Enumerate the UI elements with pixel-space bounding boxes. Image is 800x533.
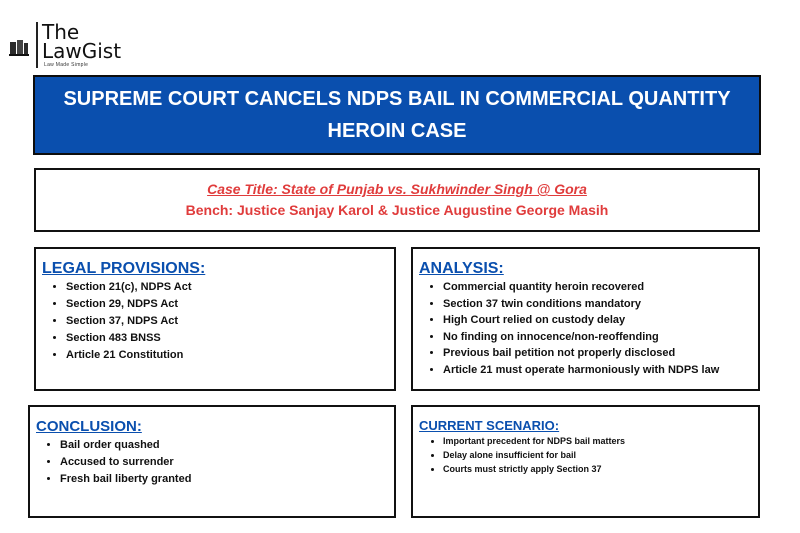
list-item: • No finding on innocence/non-reoffending [443, 329, 758, 346]
list-item: • High Court relied on custody delay [443, 312, 758, 329]
current-scenario-list [419, 434, 758, 476]
list-item: • Delay alone insufficient for bail [443, 448, 758, 462]
list-item: • Commercial quantity heroin recovered [443, 279, 758, 296]
list-item: • Section 37, NDPS Act [66, 313, 394, 330]
list-item: • Previous bail petition not properly disclosed [443, 345, 758, 362]
case-bench: Bench: Justice Sanjay Karol & Justice Augustine George Masih [185, 202, 609, 218]
headline-banner [33, 75, 761, 155]
conclusion-heading: CONCLUSION: [36, 418, 142, 435]
list-item: • Bail order quashed [60, 437, 394, 454]
list-item: • Section 483 BNSS [66, 330, 394, 347]
list-item: • Important precedent for NDPS bail matters [443, 434, 758, 448]
case-details-box [34, 168, 760, 232]
case-title: Case Title: State of Punjab vs. Sukhwinder Singh @ Gora [207, 181, 587, 197]
list-item: • Accused to surrender [60, 454, 394, 471]
logo-the-text: The [42, 20, 80, 44]
current-scenario-heading: CURRENT SCENARIO: [419, 418, 560, 433]
list-item: • Article 21 must operate harmoniously with NDPS law [443, 362, 758, 379]
headline-title: SUPREME COURT CANCELS NDPS BAIL IN COMMERCIAL QUANTITY HEROIN CASE [63, 88, 731, 142]
legal-provisions-heading: LEGAL PROVISIONS: [42, 260, 206, 277]
list-item: • Courts must strictly apply Section 37 [443, 462, 758, 476]
conclusion-panel [28, 405, 396, 518]
logo-tagline: Law Made Simple [44, 62, 89, 68]
list-item: • Section 29, NDPS Act [66, 296, 394, 313]
conclusion-list [36, 437, 394, 488]
law-book-icon [8, 36, 30, 58]
analysis-list [419, 279, 758, 378]
legal-provisions-panel [34, 247, 396, 391]
analysis-heading: ANALYSIS: [419, 260, 504, 277]
list-item: • Fresh bail liberty granted [60, 471, 394, 488]
current-scenario-panel [411, 405, 760, 518]
legal-provisions-list [42, 279, 394, 364]
logo-name-text: LawGist [42, 39, 122, 63]
logo-divider [36, 22, 38, 68]
list-item: • Article 21 Constitution [66, 347, 394, 364]
brand-logo [8, 22, 128, 70]
analysis-panel [411, 247, 760, 391]
list-item: • Section 21(c), NDPS Act [66, 279, 394, 296]
list-item: • Section 37 twin conditions mandatory [443, 296, 758, 313]
